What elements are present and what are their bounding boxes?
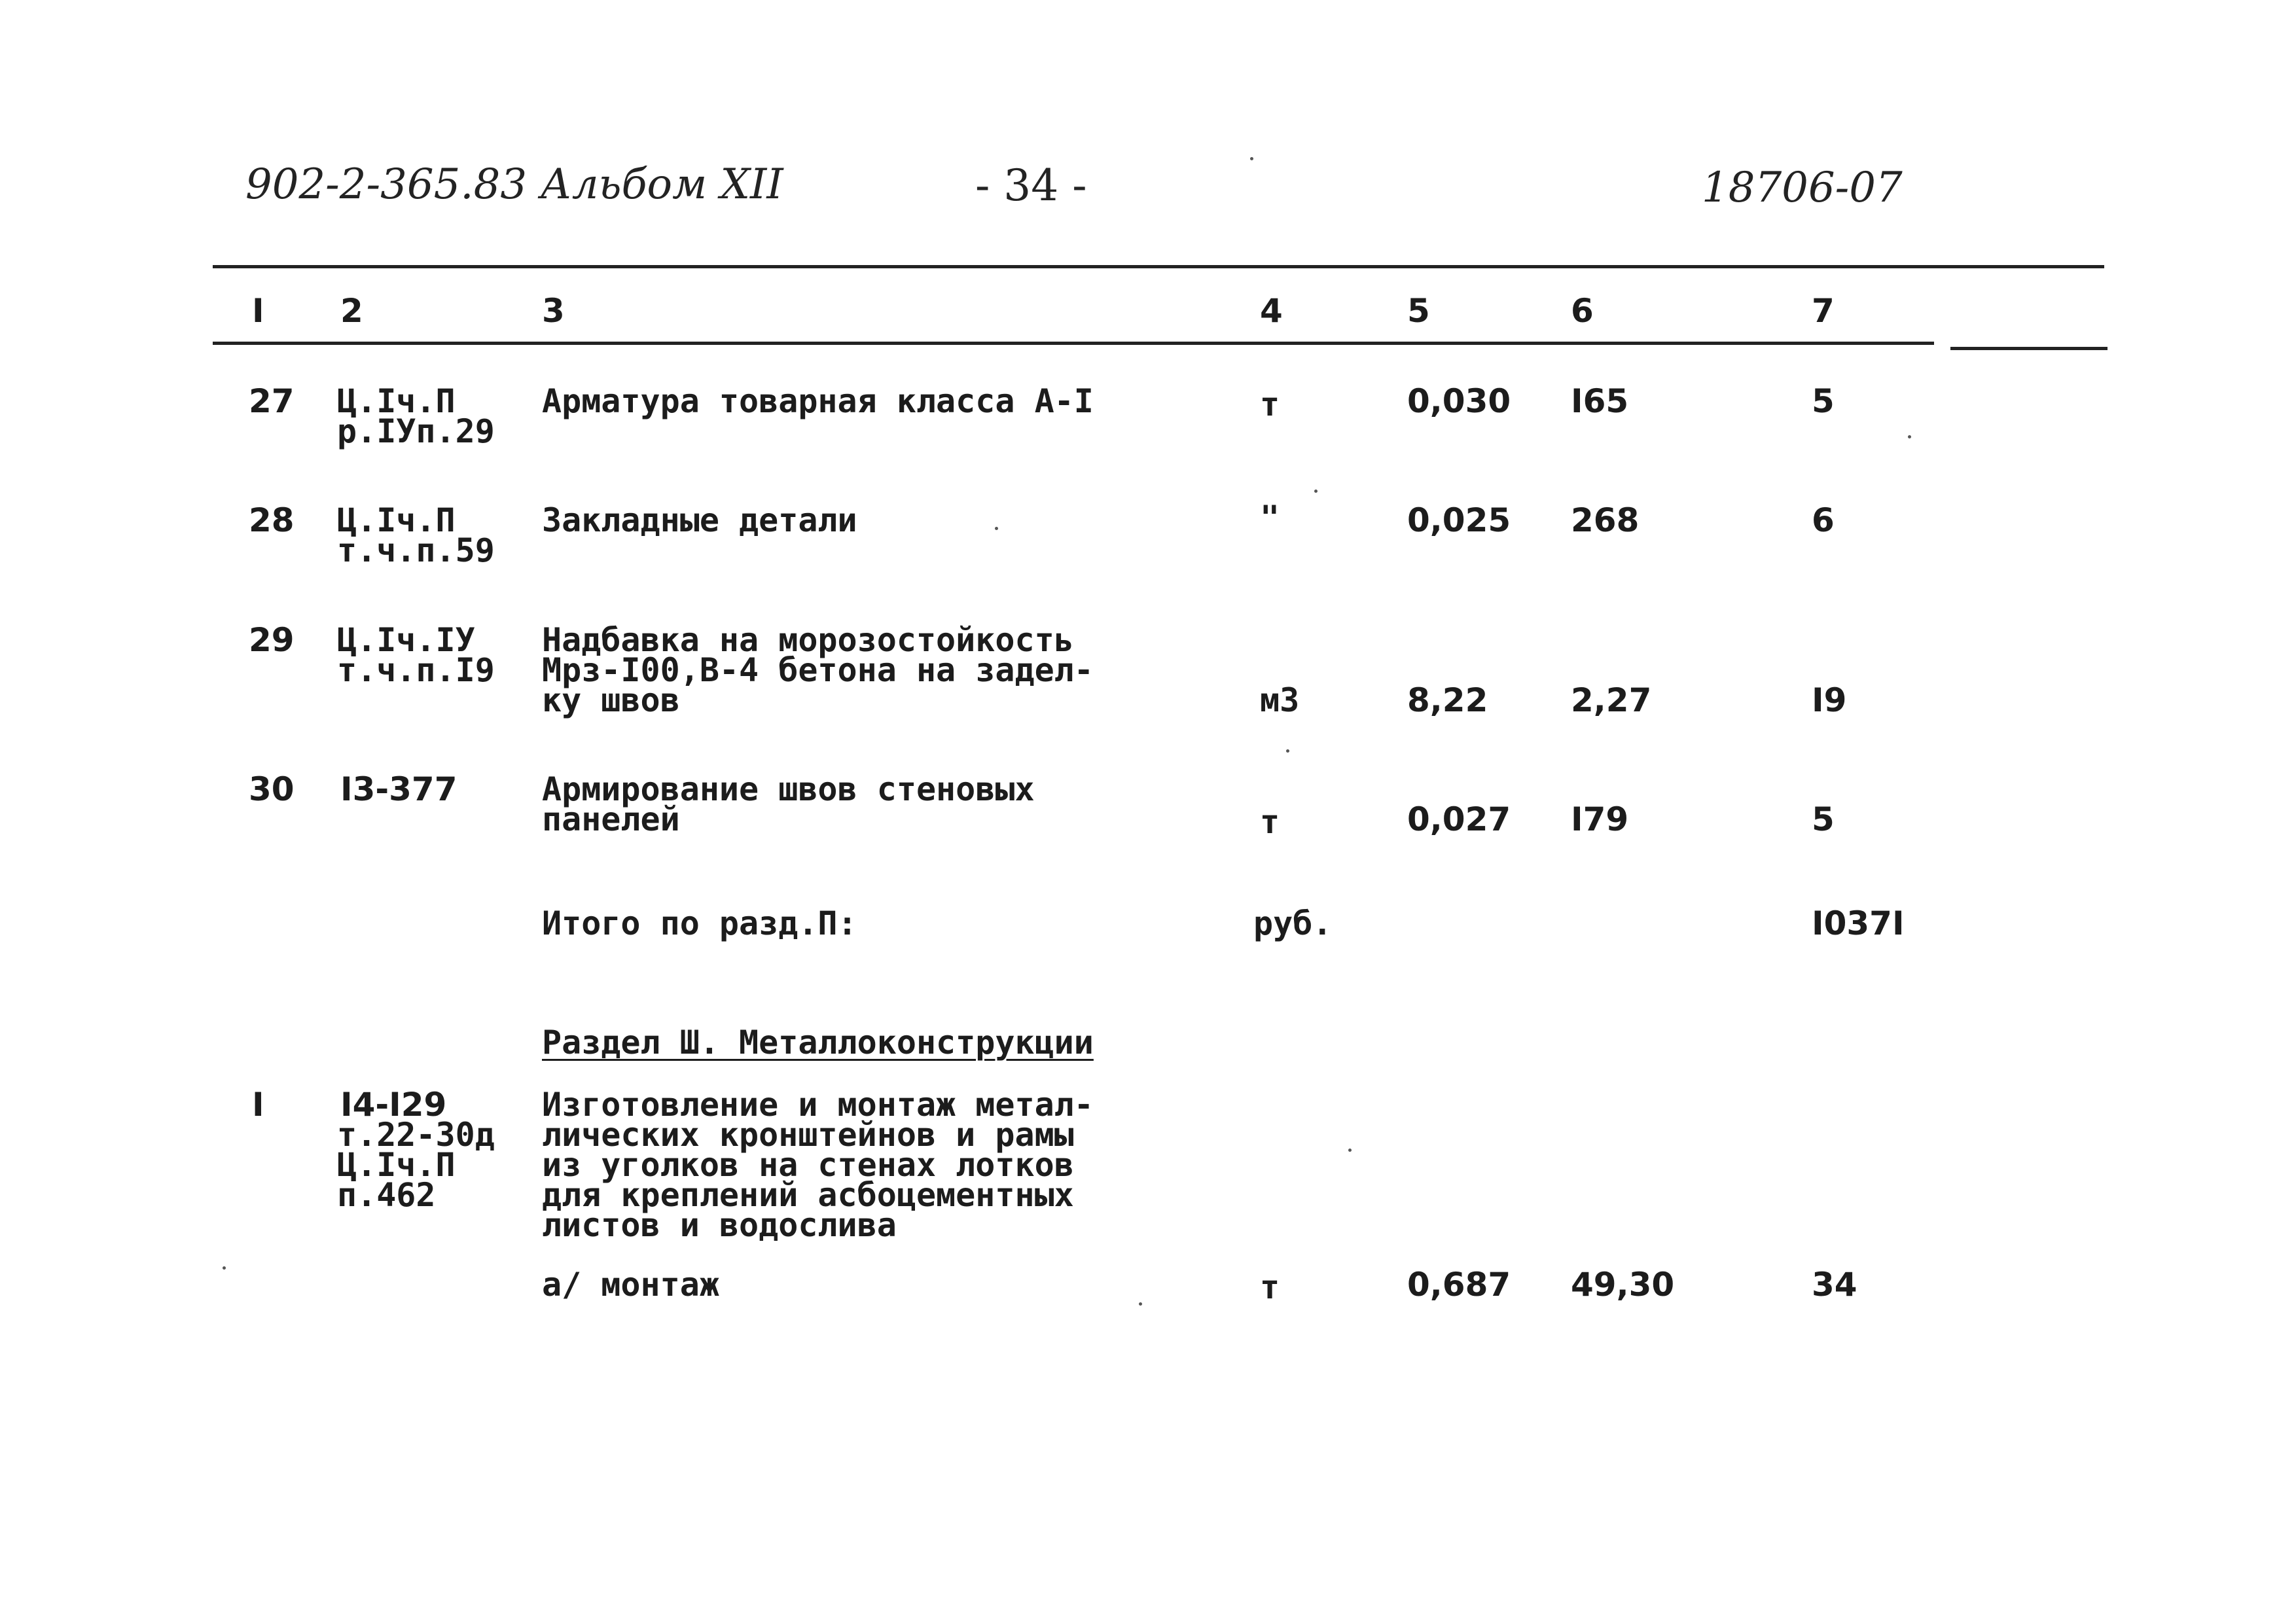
col-header-7: 7 bbox=[1812, 292, 1835, 330]
header-bottom-rule-end bbox=[1950, 347, 2108, 350]
row-description-line: Надбавка на морозостойкость bbox=[542, 621, 1074, 659]
row-total: 34 bbox=[1812, 1266, 1857, 1304]
row-description-line: Мрз-I00,В-4 бетона на задел- bbox=[542, 651, 1094, 689]
row-reference-line: р.IУп.29 bbox=[337, 412, 495, 450]
scan-speck bbox=[223, 1266, 226, 1270]
row-quantity: 0,025 bbox=[1407, 501, 1511, 539]
subtotal-unit: руб. bbox=[1253, 904, 1333, 942]
scan-speck bbox=[995, 527, 998, 530]
row-unit-price: 268 bbox=[1571, 501, 1640, 539]
row-description-line: из уголков на стенах лотков bbox=[542, 1146, 1074, 1184]
row-total: 5 bbox=[1812, 382, 1835, 420]
row-unit: " bbox=[1260, 499, 1280, 537]
row-description-line: листов и водослива bbox=[542, 1206, 897, 1244]
row-unit: т bbox=[1260, 1268, 1280, 1306]
row-total: 6 bbox=[1812, 501, 1835, 539]
row-total: I9 bbox=[1812, 681, 1847, 719]
scan-speck bbox=[1348, 1149, 1352, 1152]
page-number: - 34 - bbox=[975, 160, 1087, 211]
col-header-5: 5 bbox=[1407, 292, 1430, 330]
row-description-line: Армирование швов стеновых bbox=[542, 770, 1035, 808]
section-title: Раздел Ш. Металлоконструкции bbox=[542, 1024, 1094, 1061]
top-rule bbox=[213, 265, 2104, 268]
row-unit-price: 49,30 bbox=[1571, 1266, 1675, 1304]
scan-speck bbox=[1908, 435, 1911, 438]
row-description-line: Изготовление и монтаж метал- bbox=[542, 1086, 1094, 1124]
col-header-1: I bbox=[252, 292, 264, 330]
row-reference-line: Ц.Iч.П bbox=[337, 1146, 456, 1184]
row-reference-line: т.22-30д bbox=[337, 1116, 495, 1154]
row-number: 28 bbox=[249, 501, 295, 539]
row-quantity: 8,22 bbox=[1407, 681, 1488, 719]
row-number: 27 bbox=[249, 382, 295, 420]
scan-speck bbox=[1286, 749, 1289, 753]
row-description-line: для креплений асбоцементных bbox=[542, 1176, 1074, 1214]
scan-speck bbox=[1314, 490, 1318, 493]
row-quantity: 0,030 bbox=[1407, 382, 1511, 420]
doc-code: 902-2-365.83 Альбом XII bbox=[245, 160, 783, 209]
row-unit: т bbox=[1260, 385, 1280, 423]
col-header-2: 2 bbox=[340, 292, 363, 330]
col-header-3: 3 bbox=[542, 292, 565, 330]
row-reference-line: Ц.Iч.П bbox=[337, 501, 456, 539]
row-reference-line: т.ч.п.59 bbox=[337, 531, 495, 569]
row-description-line: Арматура товарная класса А-I bbox=[542, 382, 1094, 420]
row-unit-price: 2,27 bbox=[1571, 681, 1652, 719]
scan-speck bbox=[1250, 157, 1253, 160]
row-reference-line: I3-377 bbox=[340, 770, 457, 808]
subtotal-label: Итого по разд.П: bbox=[542, 904, 857, 942]
row-quantity: 0,687 bbox=[1407, 1266, 1511, 1304]
row-quantity: 0,027 bbox=[1407, 800, 1511, 838]
row-reference-line: п.462 bbox=[337, 1176, 436, 1214]
row-reference-line: Ц.Iч.П bbox=[337, 382, 456, 420]
header-bottom-rule bbox=[213, 342, 1934, 345]
scan-speck bbox=[1139, 1302, 1142, 1306]
subtotal-total: I037I bbox=[1812, 904, 1905, 942]
row-description-line: Закладные детали bbox=[542, 501, 857, 539]
row-unit-price: I65 bbox=[1571, 382, 1629, 420]
row-description-line: ку швов bbox=[542, 681, 680, 719]
row-total: 5 bbox=[1812, 800, 1835, 838]
row-unit-price: I79 bbox=[1571, 800, 1629, 838]
row-description-line: а/ монтаж bbox=[542, 1266, 719, 1304]
row-description-line: панелей bbox=[542, 800, 680, 838]
row-unit: м3 bbox=[1260, 681, 1300, 719]
inventory-number: 18706-07 bbox=[1702, 164, 1903, 212]
row-number: 30 bbox=[249, 770, 295, 808]
row-description-line: лических кронштейнов и рамы bbox=[542, 1116, 1074, 1154]
row-number: I bbox=[252, 1086, 264, 1124]
row-number: 29 bbox=[249, 621, 295, 659]
row-unit: т bbox=[1260, 803, 1280, 841]
row-reference-line: т.ч.п.I9 bbox=[337, 651, 495, 689]
row-reference-line: Ц.Iч.IУ bbox=[337, 621, 475, 659]
row-reference-line: I4-I29 bbox=[340, 1086, 447, 1124]
col-header-6: 6 bbox=[1571, 292, 1594, 330]
col-header-4: 4 bbox=[1260, 292, 1283, 330]
